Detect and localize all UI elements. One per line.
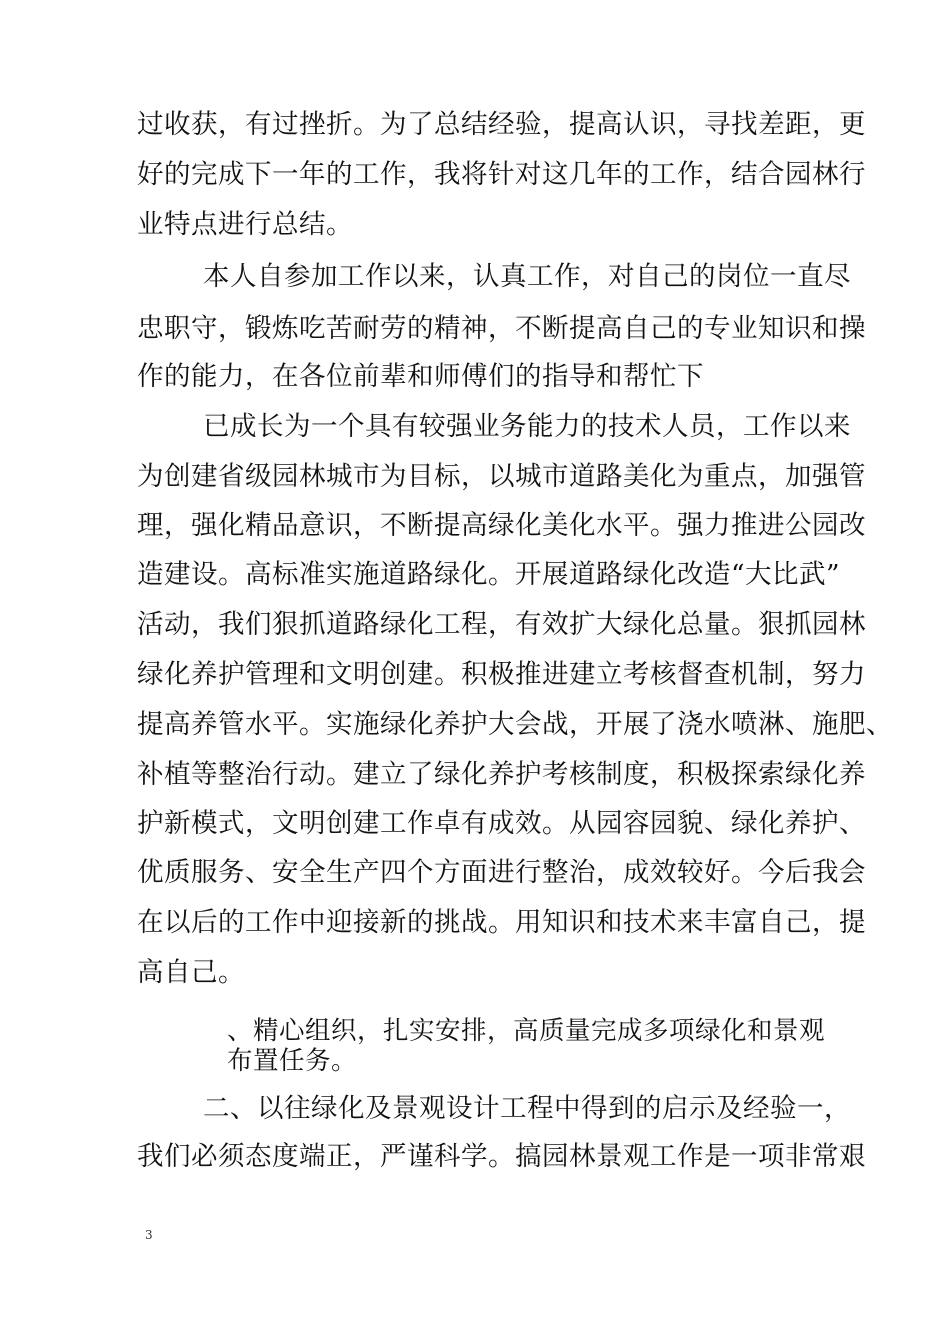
text-line-2: 好的完成下一年的工作，我将针对这几年的工作，结合园林行 xyxy=(137,159,866,190)
text-line-10: 造建设。高标准实施道路绿化。开展道路绿化改造“大比武” xyxy=(137,559,841,590)
text-line-4: 本人自参加工作以来，认真工作，对自己的岗位一直尽 xyxy=(203,261,851,292)
text-line-12: 绿化养护管理和文明创建。积极推进建立考核督查机制，努力 xyxy=(137,659,866,690)
page-number: 3 xyxy=(145,1228,153,1242)
text-line-8: 为创建省级园林城市为目标，以城市道路美化为重点，加强管 xyxy=(137,461,866,492)
text-line-5: 忠职守，锻炼吃苦耐劳的精神，不断提高自己的专业知识和操 xyxy=(137,313,866,344)
text-line-1: 过收获，有过挫折。为了总结经验，提高认识，寻找差距，更 xyxy=(137,109,866,140)
text-line-11: 活动，我们狠抓道路绿化工程，有效扩大绿化总量。狠抓园林 xyxy=(137,609,866,640)
text-line-20: 布置任务。 xyxy=(227,1046,358,1076)
text-line-16: 优质服务、安全生产四个方面进行整治，成效较好。今后我会 xyxy=(137,857,866,888)
text-line-18: 高自己。 xyxy=(137,957,245,988)
text-line-15: 护新模式，文明创建工作卓有成效。从园容园貌、绿化养护、 xyxy=(137,808,866,839)
text-line-22: 我们必须态度端正，严谨科学。搞园林景观工作是一项非常艰 xyxy=(137,1141,866,1172)
text-line-21: 二、以往绿化及景观设计工程中得到的启示及经验一， xyxy=(203,1093,851,1124)
text-line-7: 已成长为一个具有较强业务能力的技术人员，工作以来 xyxy=(203,411,851,442)
text-line-19: 、精心组织，扎实安排，高质量完成多项绿化和景观 xyxy=(227,1016,826,1046)
text-line-17: 在以后的工作中迎接新的挑战。用知识和技术来丰富自己，提 xyxy=(137,907,866,938)
text-line-9: 理，强化精品意识，不断提高绿化美化水平。强力推进公园改 xyxy=(137,510,866,541)
text-line-3: 业特点进行总结。 xyxy=(137,209,353,240)
text-line-6: 作的能力，在各位前辈和师傅们的指导和帮忙下 xyxy=(137,361,704,392)
text-line-13: 提高养管水平。实施绿化养护大会战，开展了浇水喷淋、施肥、 xyxy=(137,709,893,740)
text-line-14: 补植等整治行动。建立了绿化养护考核制度，积极探索绿化养 xyxy=(137,759,866,790)
